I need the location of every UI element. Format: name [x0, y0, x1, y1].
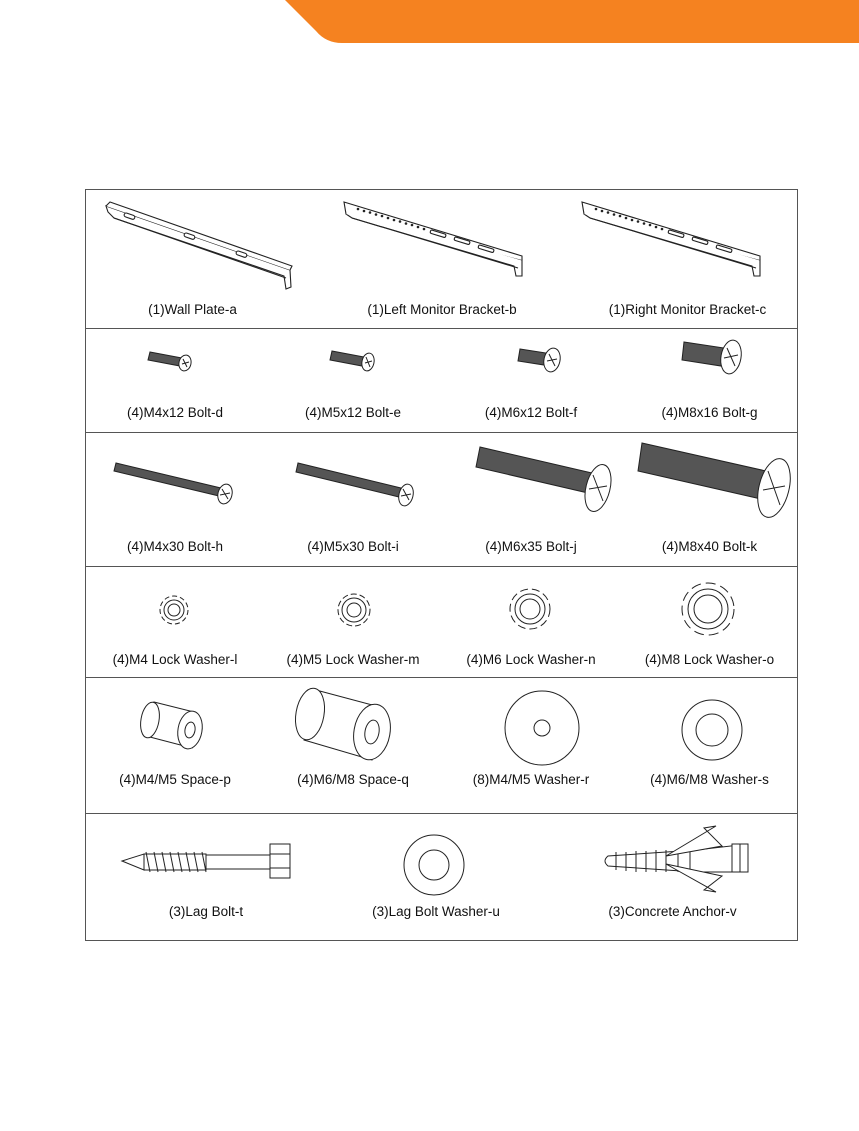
- concrete-anchor-icon: [546, 814, 799, 914]
- part-label: (4)M8x16 Bolt-g: [661, 405, 758, 420]
- part-bolt-h: [86, 433, 264, 566]
- bolt-icon: [620, 433, 799, 533]
- wall-plate-icon: [86, 190, 299, 300]
- parts-row-brackets: [86, 190, 797, 329]
- part-label: (3)Concrete Anchor-v: [608, 904, 737, 919]
- bolt-icon: [86, 329, 264, 409]
- part-label: (4)M6x35 Bolt-j: [485, 539, 577, 554]
- parts-row-spacers-washers: [86, 678, 797, 814]
- part-lock-washer-l: [86, 567, 264, 677]
- parts-list-table: [85, 189, 798, 941]
- bolt-icon: [620, 329, 799, 409]
- part-bolt-i: [264, 433, 442, 566]
- flat-washer-icon: [620, 678, 799, 778]
- part-bolt-f: [442, 329, 620, 432]
- part-label: (4)M4x30 Bolt-h: [126, 539, 224, 554]
- part-label: (3)Lag Bolt-t: [168, 904, 244, 919]
- part-label: (4)M4 Lock Washer-l: [112, 652, 238, 667]
- part-left-monitor-bracket: [322, 190, 562, 328]
- part-lock-washer-n: [442, 567, 620, 677]
- lock-washer-icon: [264, 567, 442, 647]
- bolt-icon: [264, 329, 442, 409]
- parts-row-lock-washers: [86, 567, 797, 678]
- part-lag-bolt-t: [86, 814, 326, 942]
- part-label: (4)M8x40 Bolt-k: [661, 539, 758, 554]
- parts-row-anchors: [86, 814, 797, 942]
- part-label: (4)M4x12 Bolt-d: [126, 405, 224, 420]
- left-monitor-bracket-icon: [322, 190, 562, 300]
- part-bolt-g: [620, 329, 799, 432]
- part-bolt-j: [442, 433, 620, 566]
- header-accent-tab: [0, 0, 859, 44]
- part-label: (4)M6x12 Bolt-f: [484, 405, 578, 420]
- part-label: (3)Lag Bolt Washer-u: [372, 904, 500, 919]
- part-spacer-q: [264, 678, 442, 813]
- part-washer-r: [442, 678, 620, 813]
- parts-row-short-bolts: [86, 329, 797, 433]
- bolt-icon: [442, 433, 620, 533]
- part-wall-plate: [86, 190, 299, 328]
- spacer-icon: [264, 678, 442, 778]
- part-right-monitor-bracket: [576, 190, 799, 328]
- spacer-icon: [86, 678, 264, 778]
- part-label: (4)M5x30 Bolt-i: [307, 539, 399, 554]
- lock-washer-icon: [442, 567, 620, 647]
- part-spacer-p: [86, 678, 264, 813]
- lock-washer-icon: [620, 567, 799, 647]
- part-label: (4)M6 Lock Washer-n: [466, 652, 596, 667]
- flat-washer-icon: [326, 814, 546, 914]
- part-concrete-anchor-v: [546, 814, 799, 942]
- part-label: (4)M5x12 Bolt-e: [304, 405, 402, 420]
- lag-bolt-icon: [86, 814, 326, 914]
- part-label: (4)M5 Lock Washer-m: [286, 652, 420, 667]
- bolt-icon: [264, 433, 442, 533]
- part-label: (4)M6/M8 Washer-s: [650, 772, 769, 787]
- part-bolt-e: [264, 329, 442, 432]
- part-label: (4)M8 Lock Washer-o: [644, 652, 775, 667]
- part-washer-s: [620, 678, 799, 813]
- bolt-icon: [86, 433, 264, 533]
- bolt-icon: [442, 329, 620, 409]
- part-label: (1)Right Monitor Bracket-c: [608, 302, 767, 317]
- part-label: (8)M4/M5 Washer-r: [472, 772, 590, 787]
- flat-washer-icon: [442, 678, 620, 778]
- part-lock-washer-o: [620, 567, 799, 677]
- part-label: (1)Wall Plate-a: [148, 302, 237, 317]
- lock-washer-icon: [86, 567, 264, 647]
- part-label: (4)M6/M8 Space-q: [297, 772, 409, 787]
- parts-row-long-bolts: [86, 433, 797, 567]
- right-monitor-bracket-icon: [576, 190, 799, 300]
- part-bolt-d: [86, 329, 264, 432]
- part-label: (1)Left Monitor Bracket-b: [367, 302, 517, 317]
- part-label: (4)M4/M5 Space-p: [119, 772, 231, 787]
- part-bolt-k: [620, 433, 799, 566]
- part-lock-washer-m: [264, 567, 442, 677]
- part-lag-bolt-washer-u: [326, 814, 546, 942]
